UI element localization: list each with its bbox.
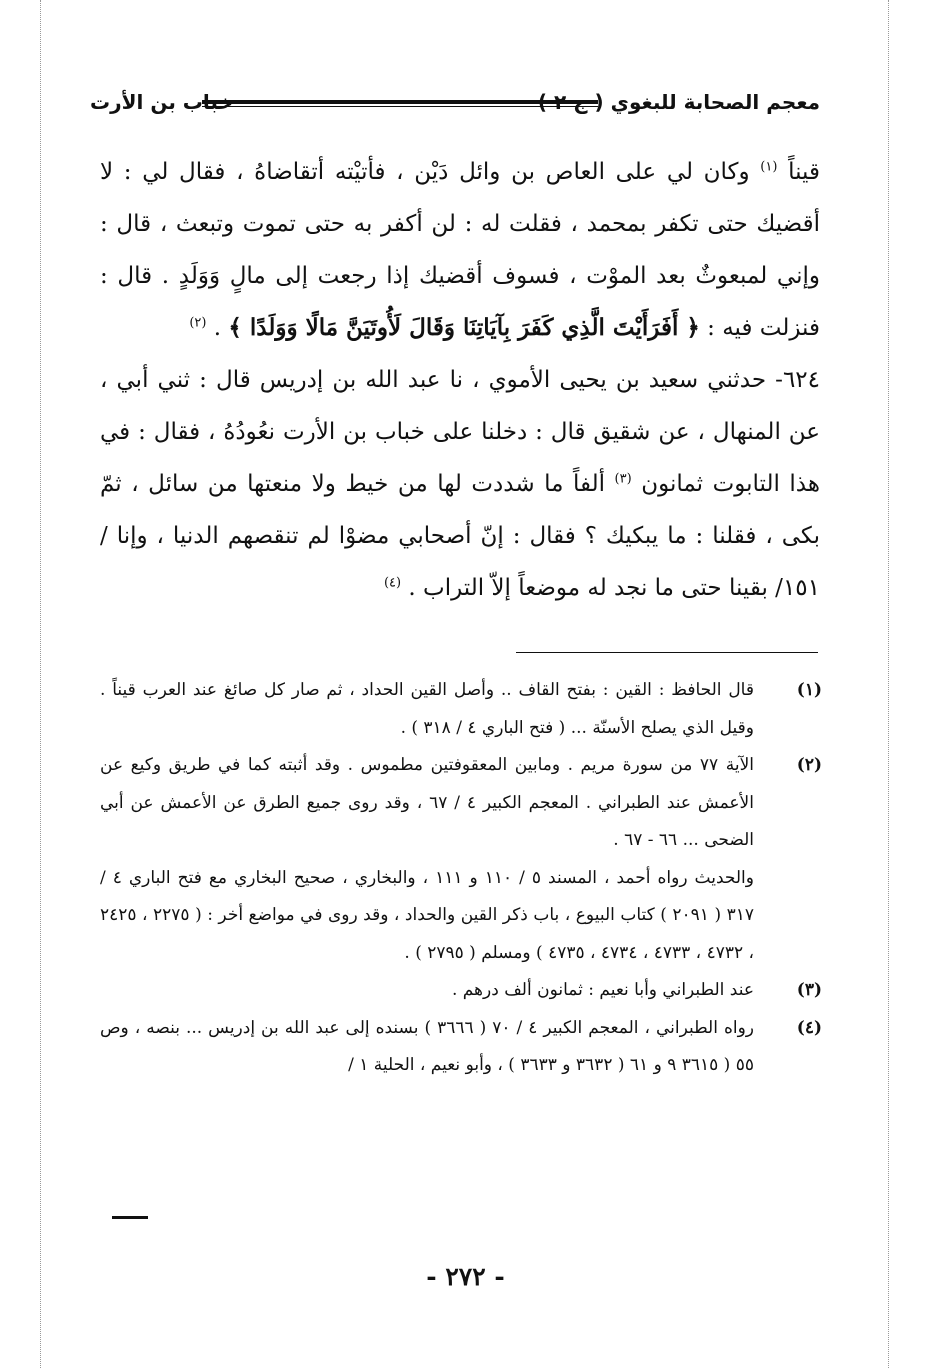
chapter-title: خباب بن الأرت <box>90 90 233 114</box>
page-number: - ٢٧٢ - <box>426 1262 505 1291</box>
footnote-ref: (١) <box>760 159 778 175</box>
footnote-2 <box>100 747 822 972</box>
header-rule <box>202 100 598 107</box>
book-title: معجم الصحابة للبغوي ( ج ٢ ) <box>537 90 820 114</box>
paragraph-1 <box>100 146 820 354</box>
footnote-number: (١) <box>796 680 822 700</box>
footnote-4 <box>100 1010 822 1085</box>
footnote-text: رواه الطبراني ، المعجم الكبير ٤ / ٧٠ ( ٣٦٦٦ ) بسنده إلى عبد الله بن إدريس ... بنصه ، وص ٥٥ ( ٣٦١٥ ٩ و ٦١ ( ٣٦٣٢ و ٣٦٣٣ ) ، وأبو نعيم ، الحلية ١ / <box>100 1017 754 1075</box>
main-text <box>100 146 820 614</box>
left-margin-guide <box>40 0 41 1368</box>
text-segment: ٦٢٤- حدثني سعيد بن يحيى الأموي ، نا عبد الله بن إدريس قال : ثني أبي ، عن المنهال ، عن شقيق قال : دخلنا على خباب بن الأرت نعُودُهُ ، فقال : في هذا التابوت ثمانون <box>100 367 820 497</box>
text-segment: ألفاً ما شددت لها من خيط ولا منعتها من سائل ، ثمّ بكى ، فقلنا : ما يبكيك ؟ فقال : إنّ أصحابي مضوْا لم تنقصهم الدنيا ، وإنا /١٥١/ بقينا حتى ما نجد له موضعاً إلاّ التراب . <box>100 471 820 601</box>
right-margin-guide <box>888 0 889 1368</box>
footnote-text: والحديث رواه أحمد ، المسند ٥ / ١١٠ و ١١١ ، والبخاري ، صحيح البخاري مع فتح الباري ٤ / ٣١٧ ( ٢٠٩١ ) كتاب البيوع ، باب ذكر القين والحداد ، وقد روى في مواضع أخر : ( ٢٢٧٥ ، ٢٤٢٥ ، ٤٧٣٢ ، ٤٧٣٣ ، ٤٧٣٤ ، ٤٧٣٥ ) ومسلم ( ٢٧٩٥ ) . <box>100 867 754 963</box>
footnotes <box>100 672 822 1085</box>
quran-verse: ﴿ أَفَرَأَيْتَ الَّذِي كَفَرَ بِآيَاتِنَا وَقَالَ لَأُوتَيَنَّ مَالًا وَوَلَدًا ﴾ <box>228 314 700 341</box>
footnote-ref: (٤) <box>383 575 402 591</box>
footnote-number: (٤) <box>796 1017 822 1038</box>
text-segment: قيناً <box>777 159 820 185</box>
footnote-ref: (٢) <box>189 315 207 331</box>
footnote-3 <box>100 972 822 1010</box>
footnote-number: (٣) <box>796 980 822 1000</box>
footnote-text: الآية ٧٧ من سورة مريم . ومابين المعقوفتين مطموس . وقد أثبته كما في طريق وكيع عن الأعمش عند الطبراني . المعجم الكبير ٤ / ٦٧ ، وقد روى جميع الطرق عن الأعمش عن أبي الضحى ... ٦٦ - ٦٧ . <box>100 755 754 850</box>
footnote-text: قال الحافظ : القين : بفتح القاف .. وأصل القين الحداد ، ثم صار كل صائغ عند العرب قيناً . وقيل الذي يصلح الأسنّة ... ( فتح الباري ٤ / ٣١٨ ) . <box>100 680 754 738</box>
paragraph-624 <box>100 354 820 614</box>
running-header <box>90 84 820 120</box>
text-segment: وكان لي على العاص بن وائل دَيْن ، فأتيْته أتقاضاهُ ، فقال لي : لا أقضيك حتى تكفر بمحمد ، فقلت له : لن أكفر به حتى تموت وتبعث ، قال : وإني لمبعوثٌ بعد الموْت ، فسوف أقضيك إذا رجعت إلى مالٍ وَوَلَدٍ . قال : فنزلت فيه : <box>100 159 820 341</box>
footnote-1 <box>100 672 822 747</box>
footnote-separator <box>516 652 818 653</box>
text-segment: . <box>206 315 229 341</box>
footnote-text: عند الطبراني وأبا نعيم : ثمانون ألف درهم . <box>451 980 754 1000</box>
footnote-ref: (٣) <box>614 471 632 487</box>
footnote-number: (٢) <box>796 755 822 775</box>
continuation-dash <box>112 1216 148 1219</box>
